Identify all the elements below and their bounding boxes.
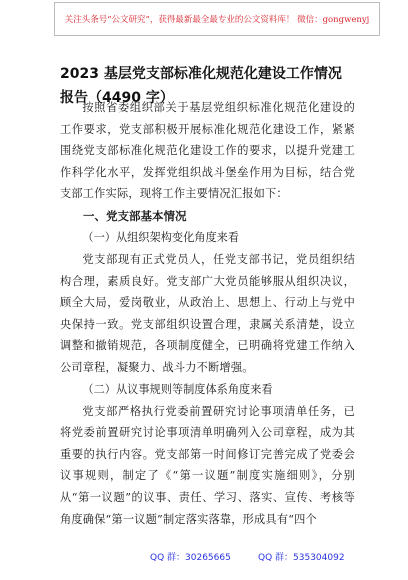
qq-group-1: QQ 群：30265665 [150, 553, 231, 563]
intro-paragraph: 按照省委组织部关于基层党组织标准化规范化建设的工作要求，党支部积极开展标准化规范化建设工作，紧紧围绕党支部标准化规范化建设工作的要求，以提升党建工作科学化水平，发挥党组织战斗堡垒作用为目标，结合党支部工作实际，现将工作主要情况汇报如下： [60, 101, 355, 201]
footer-contact [0, 548, 408, 568]
organization-paragraph: 党支部现有正式党员人，任党支部书记，党员组织结构合理，素质良好。党支部广大党员能够服从组织决议，顾全大局，爱岗敬业，从政治上、思想上、行动上与党中央保持一致。党支部组织设置合理，隶属关系清楚，设立调整和撤销规范，各项制度健全，已明确将党建工作纳入公司章程，凝聚力、战斗力不断增强。 [60, 252, 355, 374]
document-title: 2023 基层党支部标准化规范化建设工作情况报告（4490 字） [60, 66, 342, 106]
document-body [60, 97, 355, 530]
promo-banner-text: 关注头条号“公文研究”，获得最新最全最专业的公文资料库！ 微信：gongwenyj [64, 15, 370, 25]
promo-banner [54, 2, 380, 36]
section-heading-basic-situation: 一、党支部基本情况 [83, 208, 187, 223]
subsection-heading-organization: （一）从组织架构变化角度来看 [82, 230, 240, 244]
subsection-heading-rules: （二）从议事规则等制度体系角度来看 [82, 382, 273, 396]
rules-paragraph: 党支部严格执行党委前置研究讨论事项清单任务，已将党委前置研究讨论事项清单明确列入公司章程，成为其重要的执行内容。党支部第一时间修订完善完成了党委会议事规则，制定了《“第一议题”制度实施细则》，分别从“第一议题”的议事、责任、学习、落实、宣传、考核等角度确保“第一议题”制定落实落靠，形成具有“四个 [60, 404, 355, 526]
qq-group-2: QQ 群：535304092 [258, 553, 345, 563]
